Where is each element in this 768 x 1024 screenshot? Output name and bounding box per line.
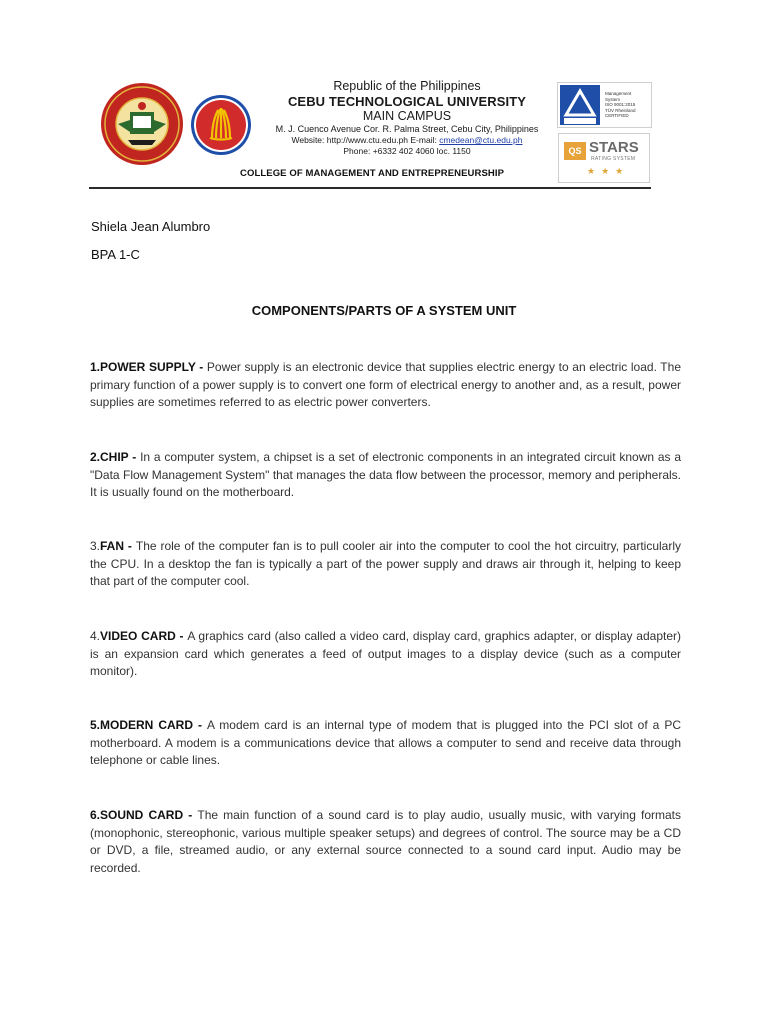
university-name: CEBU TECHNOLOGICAL UNIVERSITY bbox=[287, 94, 527, 109]
phone-line: Phone: +6332 402 4060 loc. 1150 bbox=[343, 146, 471, 156]
star-icon: ★★★ bbox=[587, 166, 630, 176]
qs-stars-text: STARS bbox=[589, 139, 639, 156]
tuv-triangle-icon bbox=[558, 83, 602, 127]
student-name: Shiela Jean Alumbro bbox=[91, 219, 211, 234]
item-label: 2.CHIP - bbox=[90, 450, 141, 464]
item-label: 6.SOUND CARD - bbox=[90, 808, 198, 822]
college-name: COLLEGE OF MANAGEMENT AND ENTREPRENEURSHIP bbox=[240, 168, 505, 179]
item-text: Power supply is an electronic device that supplies electric energy to an electric load. The primary function of a power supply is to convert one form of electrical energy to another and, as a result, power supplies are sometimes referred to as electric power converters. bbox=[90, 360, 681, 410]
tuv-text: Management System ISO 9001:2015 TÜV Rheinland CERTIFIED bbox=[605, 91, 636, 119]
item-text: In a computer system, a chipset is a set of electronic components in an integrated circuit known as a "Data Flow Management System" that manages the data flow between the processor, memory and peripherals. It is usually found on the motherboard. bbox=[90, 450, 682, 500]
list-item bbox=[90, 449, 681, 502]
list-item bbox=[90, 807, 681, 877]
qs-rating-text: RATING SYSTEM bbox=[591, 156, 636, 162]
list-item bbox=[90, 538, 681, 591]
letterhead bbox=[262, 79, 552, 157]
qs-logo: QS bbox=[564, 142, 586, 160]
item-label: 1.POWER SUPPLY - bbox=[90, 360, 207, 374]
item-label: 5.MODERN CARD - bbox=[90, 718, 207, 732]
asean-logo bbox=[190, 94, 252, 156]
item-number: 3. bbox=[90, 539, 101, 553]
list-item bbox=[90, 359, 681, 412]
item-text: A graphics card (also called a video card, display card, graphics adapter, or display adapter) is an expansion card which generates a feed of output images to a display device (such as a computer monitor). bbox=[90, 629, 681, 679]
ctu-seal-logo bbox=[100, 82, 184, 166]
item-text: A modem card is an internal type of modem that is plugged into the PCI slot of a PC motherboard. A modem is a communications device that allows a computer to send and receive data through telephone or cable lines. bbox=[90, 718, 681, 768]
tuv-certification-badge bbox=[557, 82, 652, 128]
address-line: M. J. Cuenco Avenue Cor. R. Palma Street, Cebu City, Philippines bbox=[275, 124, 539, 134]
header-divider bbox=[89, 187, 651, 189]
republic-line: Republic of the Philippines bbox=[333, 79, 481, 93]
website-line bbox=[262, 135, 552, 146]
item-text: The main function of a sound card is to play audio, usually music, with varying formats (monophonic, stereophonic, various multiple speaker setups) and degrees of control. The source may be a CD or DVD, a file, streamed audio, or any external source connected to a sound card input. Audio may be recorded. bbox=[90, 808, 681, 875]
qs-stars-badge bbox=[558, 133, 650, 183]
item-label: VIDEO CARD - bbox=[100, 629, 188, 643]
campus-name: MAIN CAMPUS bbox=[362, 109, 452, 123]
list-item bbox=[90, 628, 681, 681]
email-link[interactable]: cmedean@ctu.edu.ph bbox=[439, 135, 523, 145]
student-section: BPA 1-C bbox=[91, 247, 140, 262]
list-item bbox=[90, 717, 681, 770]
item-number: 4. bbox=[90, 629, 101, 643]
item-text: The role of the computer fan is to pull cooler air into the computer to cool the hot circuitry, particularly the CPU. In a desktop the fan is typically a part of the power supply and draws air through it, helping to keep that part of the computer cool. bbox=[90, 539, 682, 589]
website-text: Website: http://www.ctu.edu.ph E-mail: bbox=[291, 135, 440, 145]
item-label: FAN - bbox=[100, 539, 136, 553]
document-title: COMPONENTS/PARTS OF A SYSTEM UNIT bbox=[251, 303, 517, 318]
